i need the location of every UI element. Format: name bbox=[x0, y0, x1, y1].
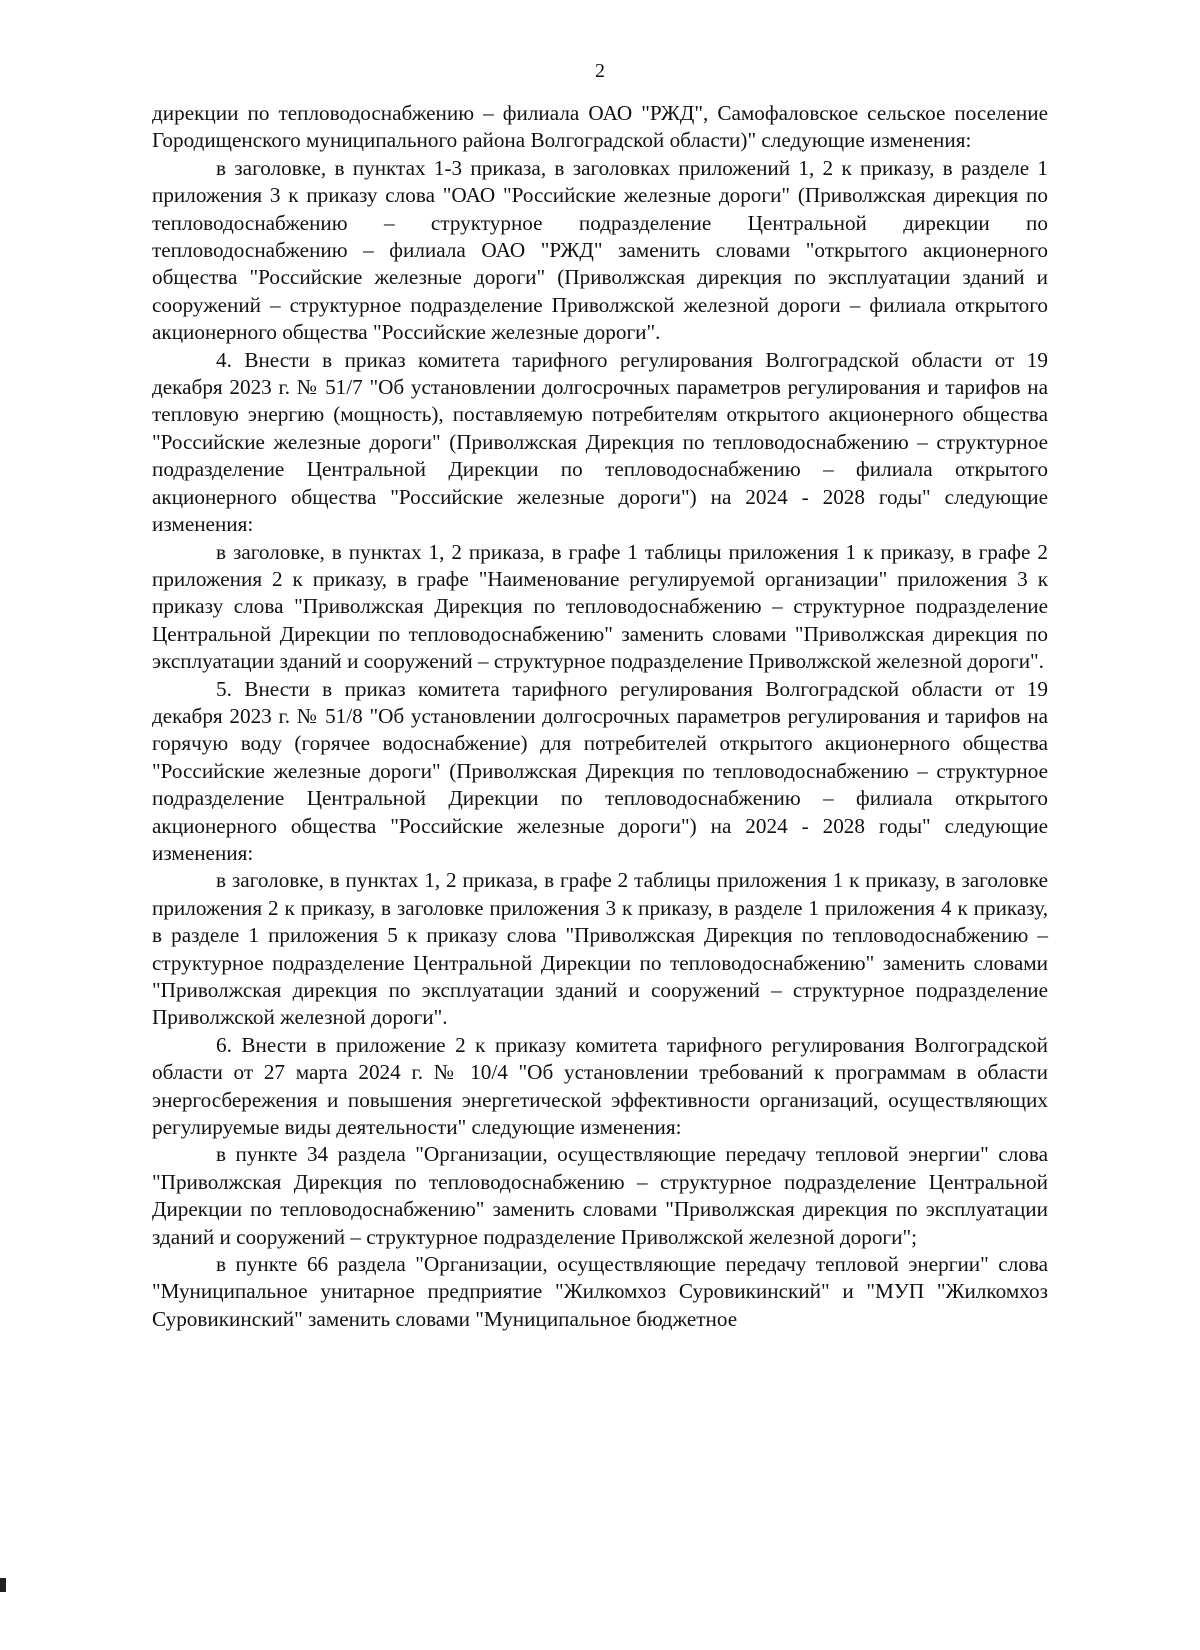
paragraph-amendment-3-details: в заголовке, в пунктах 1-3 приказа, в заголовках приложений 1, 2 к приказу, в разделе 1 приложения 3 к приказу слова "ОАО "Российские железные дороги" (Приволжская дирекция по тепловодоснабжению – структурное подразделение Центральной дирекции по тепловодоснабжению – филиала ОАО "РЖД" заменить словами "открытого акционерного общества "Российские железные дороги" (Приволжская дирекция по эксплуатации зданий и сооружений – структурное подразделение Приволжской железной дороги – филиала открытого акционерного общества "Российские железные дороги". bbox=[152, 155, 1048, 345]
paragraph-item-6-point-66: в пункте 66 раздела "Организации, осуществляющие передачу тепловой энергии" слова "Муниципальное унитарное предприятие "Жилкомхоз Суровикинский" и "МУП "Жилкомхоз Суровикинский" заменить словами "Муниципальное бюджетное bbox=[152, 1252, 1048, 1331]
paragraph-item-4-details: в заголовке, в пунктах 1, 2 приказа, в графе 1 таблицы приложения 1 к приказу, в графе 2 приложения 2 к приказу, в графе "Наименование регулируемой организации" приложения 3 к приказу слова "Приволжская Дирекция по тепловодоснабжению – структурное подразделение Центральной Дирекции по тепловодоснабжению" заменить словами "Приволжская дирекция по эксплуатации зданий и сооружений – структурное подразделение Приволжской железной дороги". bbox=[152, 539, 1048, 674]
scan-edge-mark bbox=[0, 1578, 6, 1592]
paragraph-item-5-details: в заголовке, в пунктах 1, 2 приказа, в графе 2 таблицы приложения 1 к приказу, в заголовке приложения 2 к приказу, в заголовке приложения 3 к приказу, в разделе 1 приложения 4 к приказу, в разделе 1 приложения 5 к приказу слова "Приволжская Дирекция по тепловодоснабжению – структурное подразделение Центральной Дирекции по тепловодоснабжению" заменить словами "Приволжская дирекция по эксплуатации зданий и сооружений – структурное подразделение Приволжской железной дороги". bbox=[152, 868, 1048, 1030]
document-body bbox=[152, 100, 1048, 1333]
paragraph-item-6-point-34: в пункте 34 раздела "Организации, осуществляющие передачу тепловой энергии" слова "Приволжская Дирекция по тепловодоснабжению – структурное подразделение Центральной Дирекции по тепловодоснабжению" заменить словами "Приволжская дирекция по эксплуатации зданий и сооружений – структурное подразделение Приволжской железной дороги"; bbox=[152, 1142, 1048, 1249]
paragraph-item-5: 5. Внести в приказ комитета тарифного регулирования Волгоградской области от 19 декабря 2023 г. № 51/8 "Об установлении долгосрочных параметров регулирования и тарифов на горячую воду (горячее водоснабжение) для потребителей открытого акционерного общества "Российские железные дороги" (Приволжская Дирекция по тепловодоснабжению – структурное подразделение Центральной Дирекции по тепловодоснабжению – филиала открытого акционерного общества "Российские железные дороги") на 2024 - 2028 годы" следующие изменения: bbox=[152, 676, 1048, 865]
paragraph-continuation: дирекции по тепловодоснабжению – филиала ОАО "РЖД", Самофаловское сельское поселение Городищенского муниципального района Волгоградской области)" следующие изменения: bbox=[152, 101, 1048, 153]
page-number: 2 bbox=[595, 60, 605, 82]
paragraph-item-6: 6. Внести в приложение 2 к приказу комитета тарифного регулирования Волгоградской области от 27 марта 2024 г. № 10/4 "Об установлении требований к программам в области энергосбережения и повышения энергетической эффективности организаций, осуществляющих регулируемые виды деятельности" следующие изменения: bbox=[152, 1032, 1048, 1140]
paragraph-item-4: 4. Внести в приказ комитета тарифного регулирования Волгоградской области от 19 декабря 2023 г. № 51/7 "Об установлении долгосрочных параметров регулирования и тарифов на тепловую энергию (мощность), поставляемую потребителям открытого акционерного общества "Российские железные дороги" (Приволжская Дирекция по тепловодоснабжению – структурное подразделение Центральной Дирекции по тепловодоснабжению – филиала открытого акционерного общества "Российские железные дороги") на 2024 - 2028 годы" следующие изменения: bbox=[152, 347, 1048, 537]
